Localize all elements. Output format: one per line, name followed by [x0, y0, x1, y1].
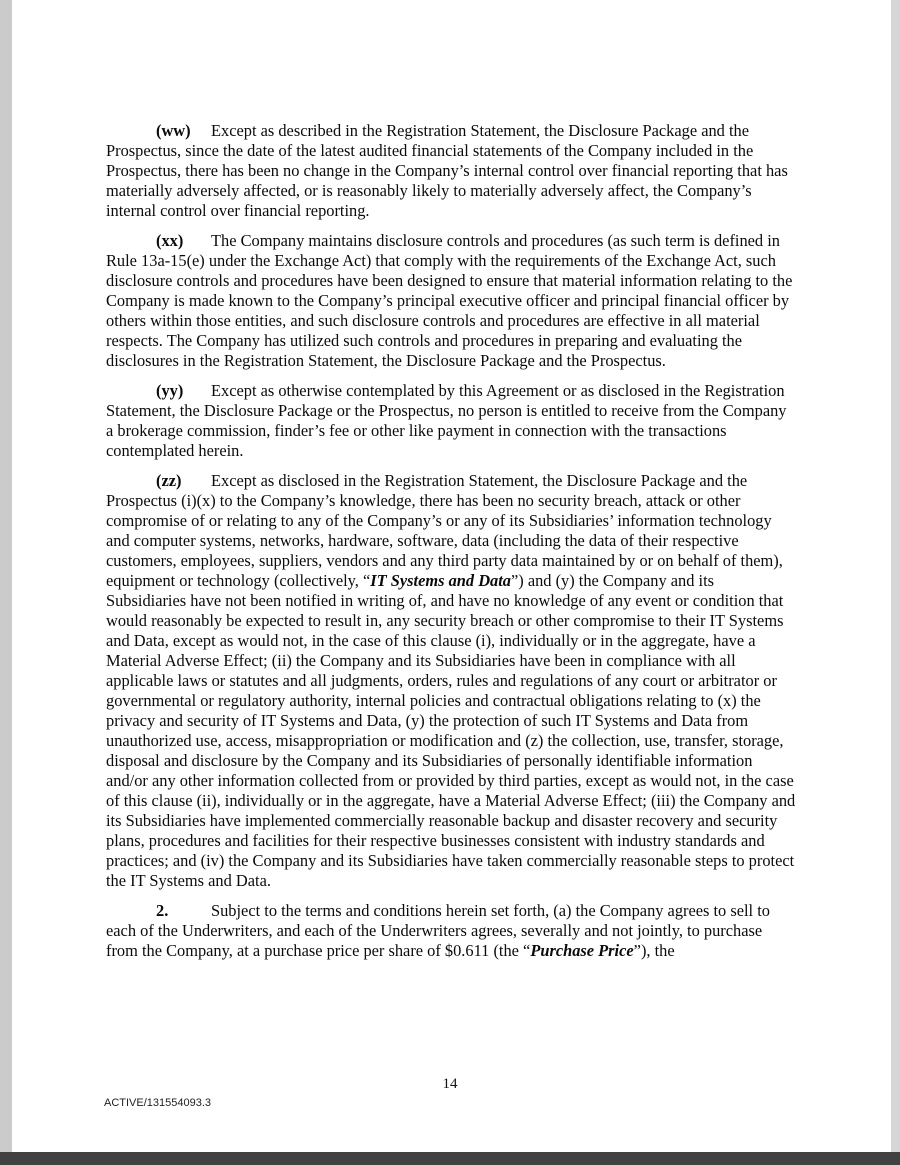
text-run: Except as disclosed in the Registration Statement, the Disclosure Package and the Prospectus (i)(x) to the Company’s knowledge, there has been no security breach, attack or other compromise of or relating to any of the Company’s or any of its Subsidiaries’ information technology and computer systems, networks, hardware, software, data (including the data of their respective customers, employees, suppliers, vendors and any third party data maintained by or on behalf of them), equipment or technology (collectively, “ [106, 471, 783, 590]
text-run: ”), the [633, 941, 675, 960]
paragraph-label: (xx) [156, 231, 184, 250]
paragraph-2 [106, 901, 796, 961]
document-body [106, 121, 796, 971]
page-number: 14 [442, 1076, 458, 1092]
paragraph-label: 2. [156, 901, 169, 920]
paragraph-label: (yy) [156, 381, 184, 400]
defined-term: Purchase Price [530, 941, 634, 960]
paragraph-zz [106, 471, 796, 891]
defined-term: IT Systems and Data [370, 571, 511, 590]
text-run: The Company maintains disclosure controls and procedures (as such term is defined in Rule 13a-15(e) under the Exchange Act) that comply with the requirements of the Exchange Act, such disclosure controls and procedures have been designed to ensure that material information relating to the Company is made known to the Company’s principal executive officer and principal financial officer by others within those entities, and such disclosure controls and procedures are effective in all material respects. The Company has utilized such controls and procedures in preparing and evaluating the disclosures in the Registration Statement, the Disclosure Package and the Prospectus. [106, 231, 793, 370]
paragraph-label: (zz) [156, 471, 182, 490]
paragraph-yy [106, 381, 796, 461]
paragraph-label: (ww) [156, 121, 191, 140]
paragraph-xx [106, 231, 796, 371]
text-run: ”) and (y) the Company and its Subsidiaries have not been notified in writing of, and have no knowledge of any event or condition that would reasonably be expected to result in, any security breach or other compromise to their IT Systems and Data, except as would not, in the case of this clause (i), individually or in the aggregate, have a Material Adverse Effect; (ii) the Company and its Subsidiaries have been in compliance with all applicable laws or statutes and all judgments, orders, rules and regulations of any court or arbitrator or governmental or regulatory authority, internal policies and contractual obligations relating to (x) the privacy and security of IT Systems and Data, (y) the protection of such IT Systems and Data from unauthorized use, access, misappropriation or modification and (z) the collection, use, transfer, storage, disposal and disclosure by the Company and its Subsidiaries of personally identifiable information and/or any other information collected from or provided by third parties, except as would not, in the case of this clause (ii), individually or in the aggregate, have a Material Adverse Effect; (iii) the Company and its Subsidiaries have implemented commercially reasonable backup and disaster recovery and security plans, procedures and facilities for their respective businesses consistent with industry standards and practices; and (iv) the Company and its Subsidiaries have taken commercially reasonable steps to protect the IT Systems and Data. [106, 571, 796, 890]
paragraph-ww [106, 121, 796, 221]
text-run: Subject to the terms and conditions herein set forth, (a) the Company agrees to sell to each of the Underwriters, and each of the Underwriters agrees, severally and not jointly, to purchase from the Company, at a purchase price per share of $0.611 (the “ [106, 901, 770, 960]
text-run: Except as otherwise contemplated by this Agreement or as disclosed in the Registration Statement, the Disclosure Package or the Prospectus, no person is entitled to receive from the Company a brokerage commission, finder’s fee or other like payment in connection with the transactions contemplated herein. [106, 381, 787, 460]
bottom-bar [0, 1152, 900, 1165]
right-edge-border [891, 0, 900, 1165]
left-edge-border [0, 0, 12, 1165]
text-run: Except as described in the Registration Statement, the Disclosure Package and the Prospectus, since the date of the latest audited financial statements of the Company included in the Prospectus, there has been no change in the Company’s internal control over financial reporting that has materially adversely affected, or is reasonably likely to materially adversely affect, the Company’s internal control over financial reporting. [106, 121, 788, 220]
document-footer-reference: ACTIVE/131554093.3 [104, 1097, 212, 1109]
